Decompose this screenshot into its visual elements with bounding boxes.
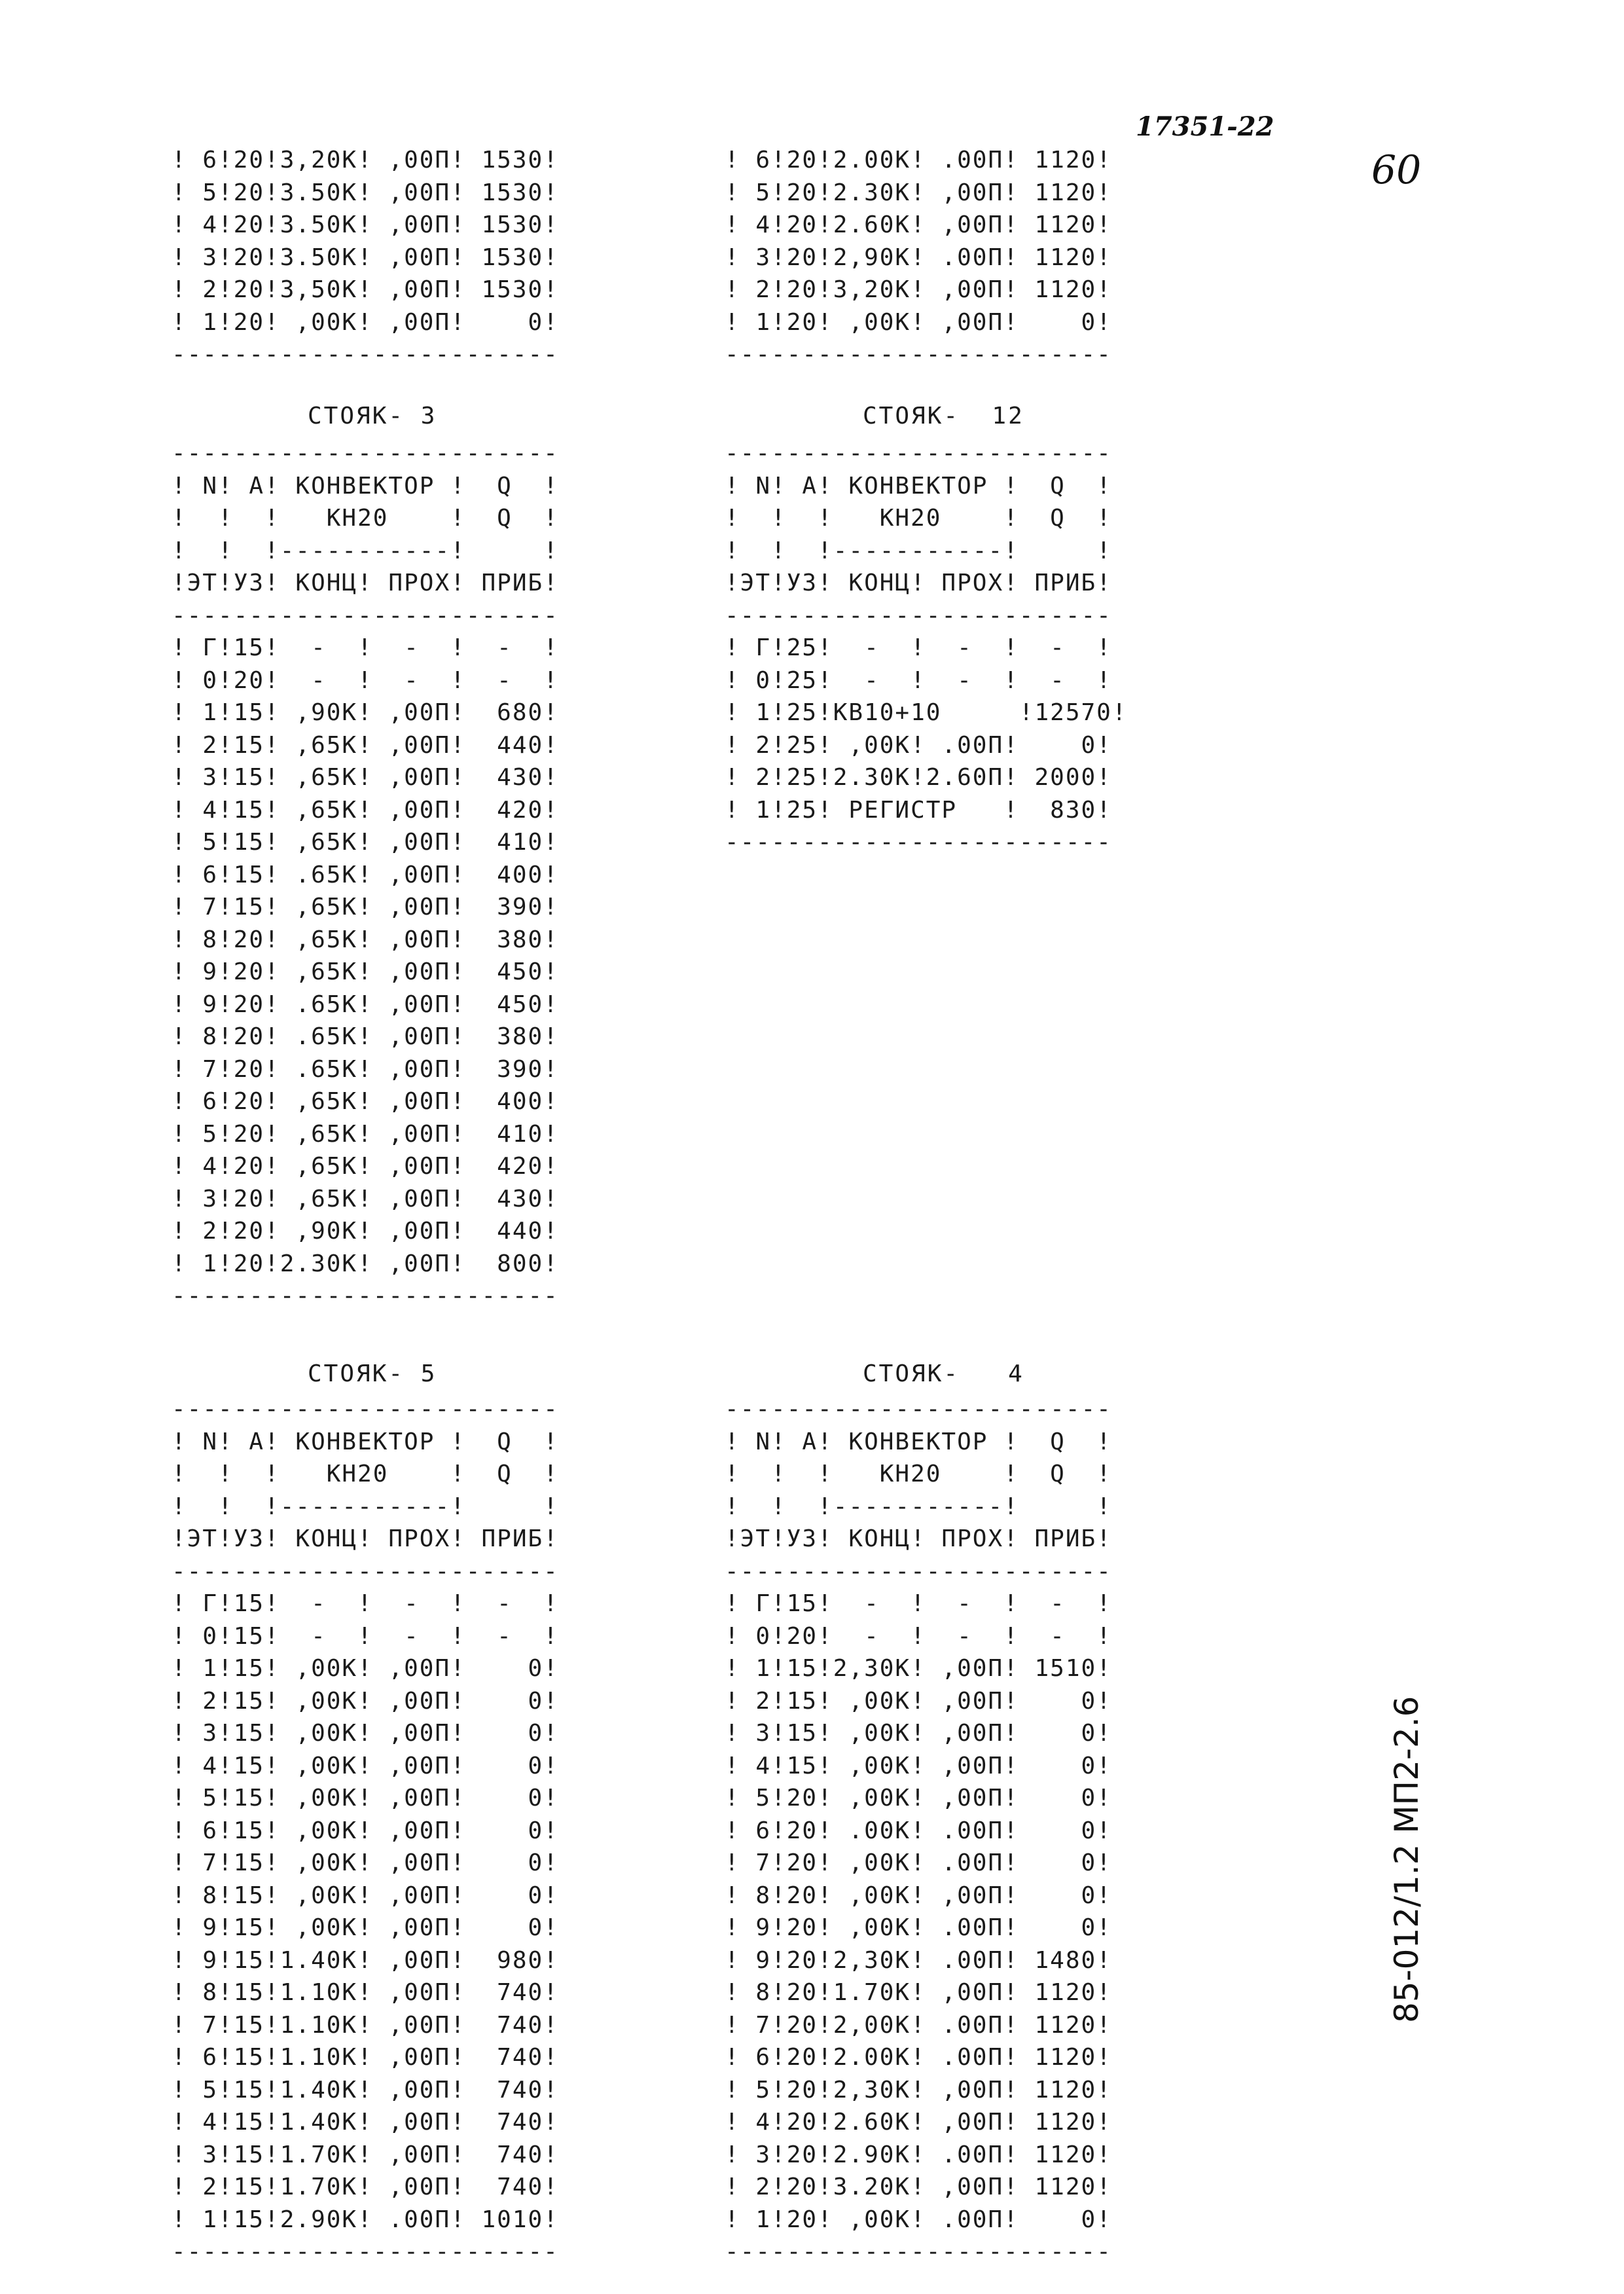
table-row: ! 6!20! ,65К! ,00П! 400! [171,1088,559,1115]
table-row: ! 2!15!1.70К! ,00П! 740! [171,2174,559,2200]
table-top-left [171,144,559,371]
riser-5-table [171,1393,559,2268]
riser-12-title: СТОЯК- 12 [863,403,1024,429]
table-row: ! 4!15! ,00К! ,00П! 0! [171,1752,559,1779]
header-line: ! ! !-----------! ! [725,537,1112,564]
table-row: ! 3!20!2.90К! .00П! 1120! [725,2141,1112,2168]
table-row: ! 5!20! ,65К! ,00П! 410! [171,1120,559,1148]
table-row: ! 4!15! ,65К! ,00П! 420! [171,796,559,824]
table-row: ! 2!15! ,65К! ,00П! 440! [171,731,559,759]
table-row: ! 3!15! ,00К! ,00П! 0! [171,1720,559,1747]
table-row: ! 2!25!2.30К!2.60П! 2000! [725,764,1112,791]
table-row: ! 3!20!2,90К! .00П! 1120! [725,244,1112,271]
header-line: ! ! !-----------! ! [725,1493,1112,1520]
header-line: !ЭТ!УЗ! КОНЦ! ПРОХ! ПРИБ! [725,570,1112,596]
table-row: ! 6!20!3,20К! ,00П! 1530! [171,147,559,173]
table-row: ! 7!15! ,00К! ,00П! 0! [171,1849,559,1876]
table-row: ! 9!20!2,30К! .00П! 1480! [725,1946,1112,1974]
handwritten-document-code: 17351-22 [1136,111,1274,142]
table-row: ------------------------- [171,2238,559,2265]
table-row: ! 6!20!2.00К! .00П! 1120! [725,2044,1112,2071]
table-row: ! 5!15!1.40К! ,00П! 740! [171,2076,559,2103]
table-row: ! 8!15! ,00К! ,00П! 0! [171,1882,559,1909]
table-row: ------------------------- [171,1283,559,1309]
table-row: ! 8!20! .65К! ,00П! 380! [171,1023,559,1050]
table-row: ------------------------- [725,829,1112,856]
header-line: ------------------------- [725,1557,1112,1585]
page-number: 60 [1371,147,1422,193]
table-row: ! 2!20!3,20К! ,00П! 1120! [725,276,1112,303]
table-row: ! 1!25! РЕГИСТР ! 830! [725,796,1112,824]
table-row: ! Г!15! - ! - ! - ! [171,1590,559,1617]
table-row: ! 5!20!2.30К! ,00П! 1120! [725,179,1112,206]
table-row: ! Г!25! - ! - ! - ! [725,634,1112,661]
table-row: ! Г!15! - ! - ! - ! [725,1590,1112,1617]
header-line: ------------------------- [725,602,1112,629]
table-row: ! 1!25!КВ10+10 !12570! [725,699,1128,726]
riser-5-title: СТОЯК- 5 [308,1360,437,1387]
table-row: ! 2!20!3.20К! ,00П! 1120! [725,2174,1112,2200]
table-row: ! 4!20!2.60К! ,00П! 1120! [725,2109,1112,2136]
table-row: ! 2!20!3,50К! ,00П! 1530! [171,276,559,303]
table-row: ! 9!20! .65К! ,00П! 450! [171,991,559,1018]
table-row: ! 1!20! ,00К! .00П! 0! [725,2206,1112,2233]
riser-4-table [725,1393,1112,2268]
header-line: ! N! А! КОНВЕКТОР ! Q ! [171,1428,559,1455]
header-line: ! N! А! КОНВЕКТОР ! Q ! [171,472,559,500]
table-row: ! 5!15! ,65К! ,00П! 410! [171,829,559,856]
table-row: ! 3!20!3.50К! ,00П! 1530! [171,244,559,271]
table-row: ! 4!15!1.40К! ,00П! 740! [171,2109,559,2136]
table-row: ! 1!15!2,30К! ,00П! 1510! [725,1655,1112,1682]
table-row: ! 6!20! .00К! .00П! 0! [725,1817,1112,1844]
table-row: ! 3!15! ,00К! ,00П! 0! [725,1720,1112,1747]
header-line: ------------------------- [171,1557,559,1585]
table-row: ! 8!20! ,00К! ,00П! 0! [725,1882,1112,1909]
header-line: ! ! !-----------! ! [171,1493,559,1520]
table-row: ! 5!20!2,30К! ,00П! 1120! [725,2076,1112,2103]
table-row: ! 7!20! .65К! ,00П! 390! [171,1055,559,1083]
header-line: !ЭТ!УЗ! КОНЦ! ПРОХ! ПРИБ! [171,1525,559,1552]
header-line: ------------------------- [725,440,1112,467]
table-row: ! 9!15!1.40К! ,00П! 980! [171,1946,559,1974]
table-row: ! 1!15! ,00К! ,00П! 0! [171,1655,559,1682]
table-row: ! 2!15! ,00К! ,00П! 0! [171,1687,559,1715]
table-row: ! 2!20! ,90К! ,00П! 440! [171,1218,559,1245]
riser-3-table [171,437,559,1313]
header-line: ------------------------- [171,440,559,467]
table-row: ! 0!15! - ! - ! - ! [171,1622,559,1650]
table-row: ! 1!15! ,90К! ,00П! 680! [171,699,559,726]
table-row: ! 7!15!1.10К! ,00П! 740! [171,2011,559,2039]
table-row: ! 7!15! ,65К! ,00П! 390! [171,894,559,920]
table-row: ! 1!20!2.30К! ,00П! 800! [171,1250,559,1277]
side-document-code: 85-012/1.2 МП2-2.6 [1388,1696,1426,2023]
table-row: ! 9!15! ,00К! ,00П! 0! [171,1914,559,1941]
header-line: ! ! !-----------! ! [171,537,559,564]
table-top-right [725,144,1112,371]
header-line: ! ! ! КН20 ! Q ! [171,505,559,532]
table-row: ! 4!15! ,00К! ,00П! 0! [725,1752,1112,1779]
header-line: ------------------------- [171,602,559,629]
header-line: !ЭТ!УЗ! КОНЦ! ПРОХ! ПРИБ! [725,1525,1112,1552]
header-line: ! N! А! КОНВЕКТОР ! Q ! [725,472,1112,500]
table-row: ! 9!20! ,65К! ,00П! 450! [171,958,559,985]
riser-12-table [725,437,1128,859]
table-row: ! 1!15!2.90К! .00П! 1010! [171,2206,559,2233]
table-row: ! 4!20!3.50К! ,00П! 1530! [171,211,559,238]
table-row: ! 8!15!1.10К! ,00П! 740! [171,1979,559,2006]
header-line: ------------------------- [171,1396,559,1423]
table-row: ! Г!15! - ! - ! - ! [171,634,559,661]
table-row: ! 7!20!2,00К! .00П! 1120! [725,2011,1112,2039]
table-row: ! 4!20!2.60К! ,00П! 1120! [725,211,1112,238]
header-line: !ЭТ!УЗ! КОНЦ! ПРОХ! ПРИБ! [171,570,559,596]
table-row: ! 5!20! ,00К! ,00П! 0! [725,1785,1112,1812]
table-row: ! 6!15! .65К! ,00П! 400! [171,861,559,888]
table-row: ------------------------- [171,341,559,368]
table-row: ! 3!20! ,65К! ,00П! 430! [171,1185,559,1212]
table-row: ! 0!20! - ! - ! - ! [171,666,559,694]
table-row: ! 3!15! ,65К! ,00П! 430! [171,764,559,791]
table-row: ! 6!15! ,00К! ,00П! 0! [171,1817,559,1844]
table-row: ! 3!15!1.70К! ,00П! 740! [171,2141,559,2168]
table-row: ! 6!20!2.00К! .00П! 1120! [725,147,1112,173]
table-row: ! 7!20! ,00К! .00П! 0! [725,1849,1112,1876]
table-row: ------------------------- [725,2238,1112,2265]
header-line: ------------------------- [725,1396,1112,1423]
table-row: ! 0!25! - ! - ! - ! [725,666,1112,694]
table-row: ------------------------- [725,341,1112,368]
table-row: ! 5!20!3.50К! ,00П! 1530! [171,179,559,206]
table-row: ! 8!20! ,65К! ,00П! 380! [171,926,559,953]
table-row: ! 8!20!1.70К! ,00П! 1120! [725,1979,1112,2006]
riser-4-title: СТОЯК- 4 [863,1360,1024,1387]
header-line: ! N! А! КОНВЕКТОР ! Q ! [725,1428,1112,1455]
header-line: ! ! ! КН20 ! Q ! [725,505,1112,532]
table-row: ! 4!20! ,65К! ,00П! 420! [171,1153,559,1180]
table-row: ! 1!20! ,00К! ,00П! 0! [725,308,1112,336]
table-row: ! 5!15! ,00К! ,00П! 0! [171,1785,559,1812]
table-row: ! 6!15!1.10К! ,00П! 740! [171,2044,559,2071]
table-row: ! 0!20! - ! - ! - ! [725,1622,1112,1650]
riser-3-title: СТОЯК- 3 [308,403,437,429]
header-line: ! ! ! КН20 ! Q ! [725,1461,1112,1487]
table-row: ! 1!20! ,00К! ,00П! 0! [171,308,559,336]
table-row: ! 9!20! ,00К! .00П! 0! [725,1914,1112,1941]
header-line: ! ! ! КН20 ! Q ! [171,1461,559,1487]
table-row: ! 2!25! ,00К! .00П! 0! [725,731,1112,759]
table-row: ! 2!15! ,00К! ,00П! 0! [725,1687,1112,1715]
